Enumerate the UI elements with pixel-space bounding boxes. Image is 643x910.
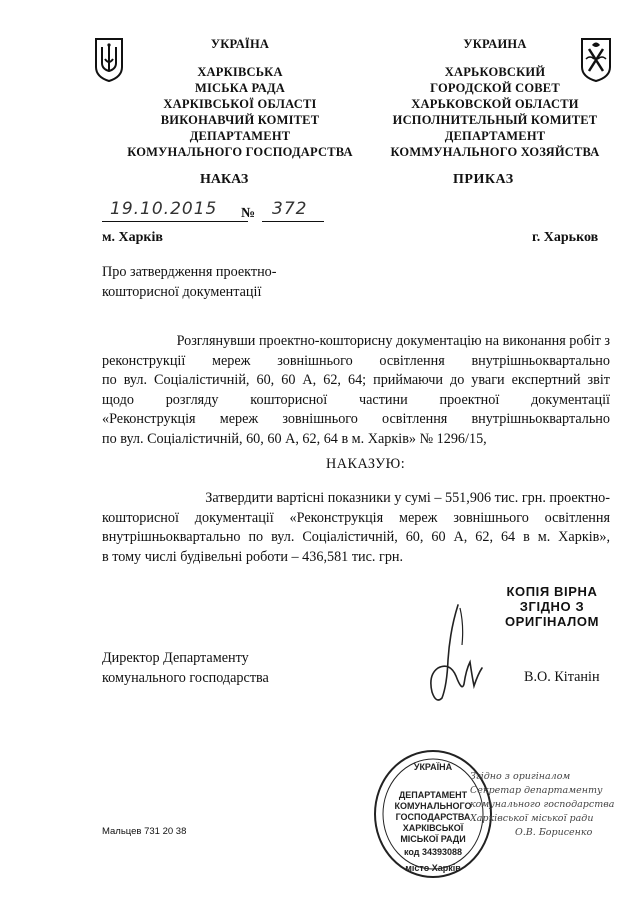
seal-line: МІСЬКОЇ РАДИ <box>400 834 466 844</box>
seal-line: КОМУНАЛЬНОГО <box>394 801 472 811</box>
order-date: 19.10.2015 <box>102 199 248 222</box>
seal-handwritten-notes <box>470 770 620 840</box>
preamble-line: Розглянувши проектно-кошторисну документацію на виконання робіт з <box>176 333 610 349</box>
preamble <box>102 332 610 449</box>
seal-code: код 34393088 <box>403 847 463 857</box>
seal-line: ХАРКІВСЬКОЇ <box>402 823 464 833</box>
header-right-line: КОММУНАЛЬНОГО ХОЗЯЙСТВА <box>390 145 600 159</box>
header-left-line: ДЕПАРТАМЕНТ <box>189 129 291 143</box>
header-right-line: ИСПОЛНИТЕЛЬНЫЙ КОМИТЕТ <box>392 113 598 127</box>
header-left-line: КОМУНАЛЬНОГО ГОСПОДАРСТВА <box>127 145 353 159</box>
preamble-line: по вул. Соціалістичній, 60, 60 А, 62, 64; приймаючи до уваги експертний звіт <box>102 372 610 388</box>
seal-line: ДЕПАРТАМЕНТ <box>398 790 468 800</box>
signatory-position-line: Директор Департаменту <box>102 650 249 666</box>
doc-type-left: НАКАЗ <box>200 172 249 187</box>
doc-type-right: ПРИКАЗ <box>453 172 514 187</box>
copy-stamp-line: ОРИГІНАЛОМ <box>504 614 600 629</box>
decision <box>102 489 610 567</box>
preamble-line: щодо розгляду кошторисної частини проектної документації <box>102 391 610 408</box>
header-right-line: ГОРОДСКОЙ СОВЕТ <box>430 81 560 95</box>
order-word: НАКАЗУЮ: <box>326 456 406 472</box>
executor-info: Мальцев 731 20 38 <box>102 826 187 837</box>
header-left-line: МІСЬКА РАДА <box>194 81 286 95</box>
header-right <box>370 36 620 160</box>
header-left-line: ХАРКІВСЬКОЇ ОБЛАСТІ <box>163 97 317 111</box>
header-right-country: УКРАИНА <box>463 37 527 51</box>
signatory-name: В.О. Кітанін <box>524 669 600 685</box>
subject-line: кошторисної документації <box>102 283 262 300</box>
decision-line: Затвердити вартісні показники у сумі – 551,906 тис. грн. проектно- <box>205 490 610 506</box>
header-left-line: ВИКОНАВЧИЙ КОМІТЕТ <box>160 113 320 127</box>
subject <box>102 263 362 302</box>
seal-line: ГОСПОДАРСТВА <box>395 812 471 822</box>
header-right-line: ХАРЬКОВСКОЙ ОБЛАСТИ <box>411 97 579 111</box>
header-left <box>110 36 370 160</box>
preamble-line: реконструкції мереж зовнішнього освітлення внутрішньоквартально <box>102 352 610 369</box>
seal-note-line: О.В. Борисенко <box>515 827 593 838</box>
handwritten-signature <box>420 600 490 710</box>
decision-line: кошторисної документації «Реконструкція мереж зовнішнього освітлення <box>102 509 610 526</box>
header-left-country: УКРАЇНА <box>210 37 270 51</box>
seal-note-line: Згідно з оригіналом <box>470 771 571 782</box>
seal-city: місто Харків <box>405 863 461 873</box>
seal-note-line: Харківської міської ради <box>470 813 594 824</box>
preamble-line: «Реконструкція мереж зовнішнього освітлення внутрішньоквартально <box>102 411 610 427</box>
header-right-line: ХАРЬКОВСКИЙ <box>444 65 546 79</box>
city-left: м. Харків <box>102 230 163 245</box>
seal-country: УКРАЇНА <box>413 762 453 772</box>
header-left-line: ХАРКІВСЬКА <box>197 65 283 79</box>
signatory-position-line: комунального господарства <box>102 669 269 686</box>
signatory-position <box>102 649 342 688</box>
copy-certification-stamp <box>488 584 616 629</box>
decision-line: внутрішньоквартально по вул. Соціалістичній, 60, 60 А, 62, 64 в м. Харків», <box>102 529 610 545</box>
order-number-sign: № <box>241 206 256 221</box>
city-right: г. Харьков <box>532 230 599 245</box>
decision-line: в тому числі будівельні роботи – 436,581 тис. грн. <box>102 548 404 565</box>
copy-stamp-line: ЗГІДНО З <box>519 599 585 614</box>
header-right-line: ДЕПАРТАМЕНТ <box>444 129 546 143</box>
preamble-line: по вул. Соціалістичній, 60, 60 А, 62, 64 в м. Харків» № 1296/15, <box>102 430 487 447</box>
seal-note-line: комунального господарства <box>470 799 615 810</box>
seal-note-line: Секретар департаменту <box>470 785 603 796</box>
order-number: 372 <box>262 199 324 222</box>
subject-line: Про затвердження проектно- <box>102 264 277 280</box>
copy-stamp-line: КОПІЯ ВІРНА <box>506 584 598 599</box>
